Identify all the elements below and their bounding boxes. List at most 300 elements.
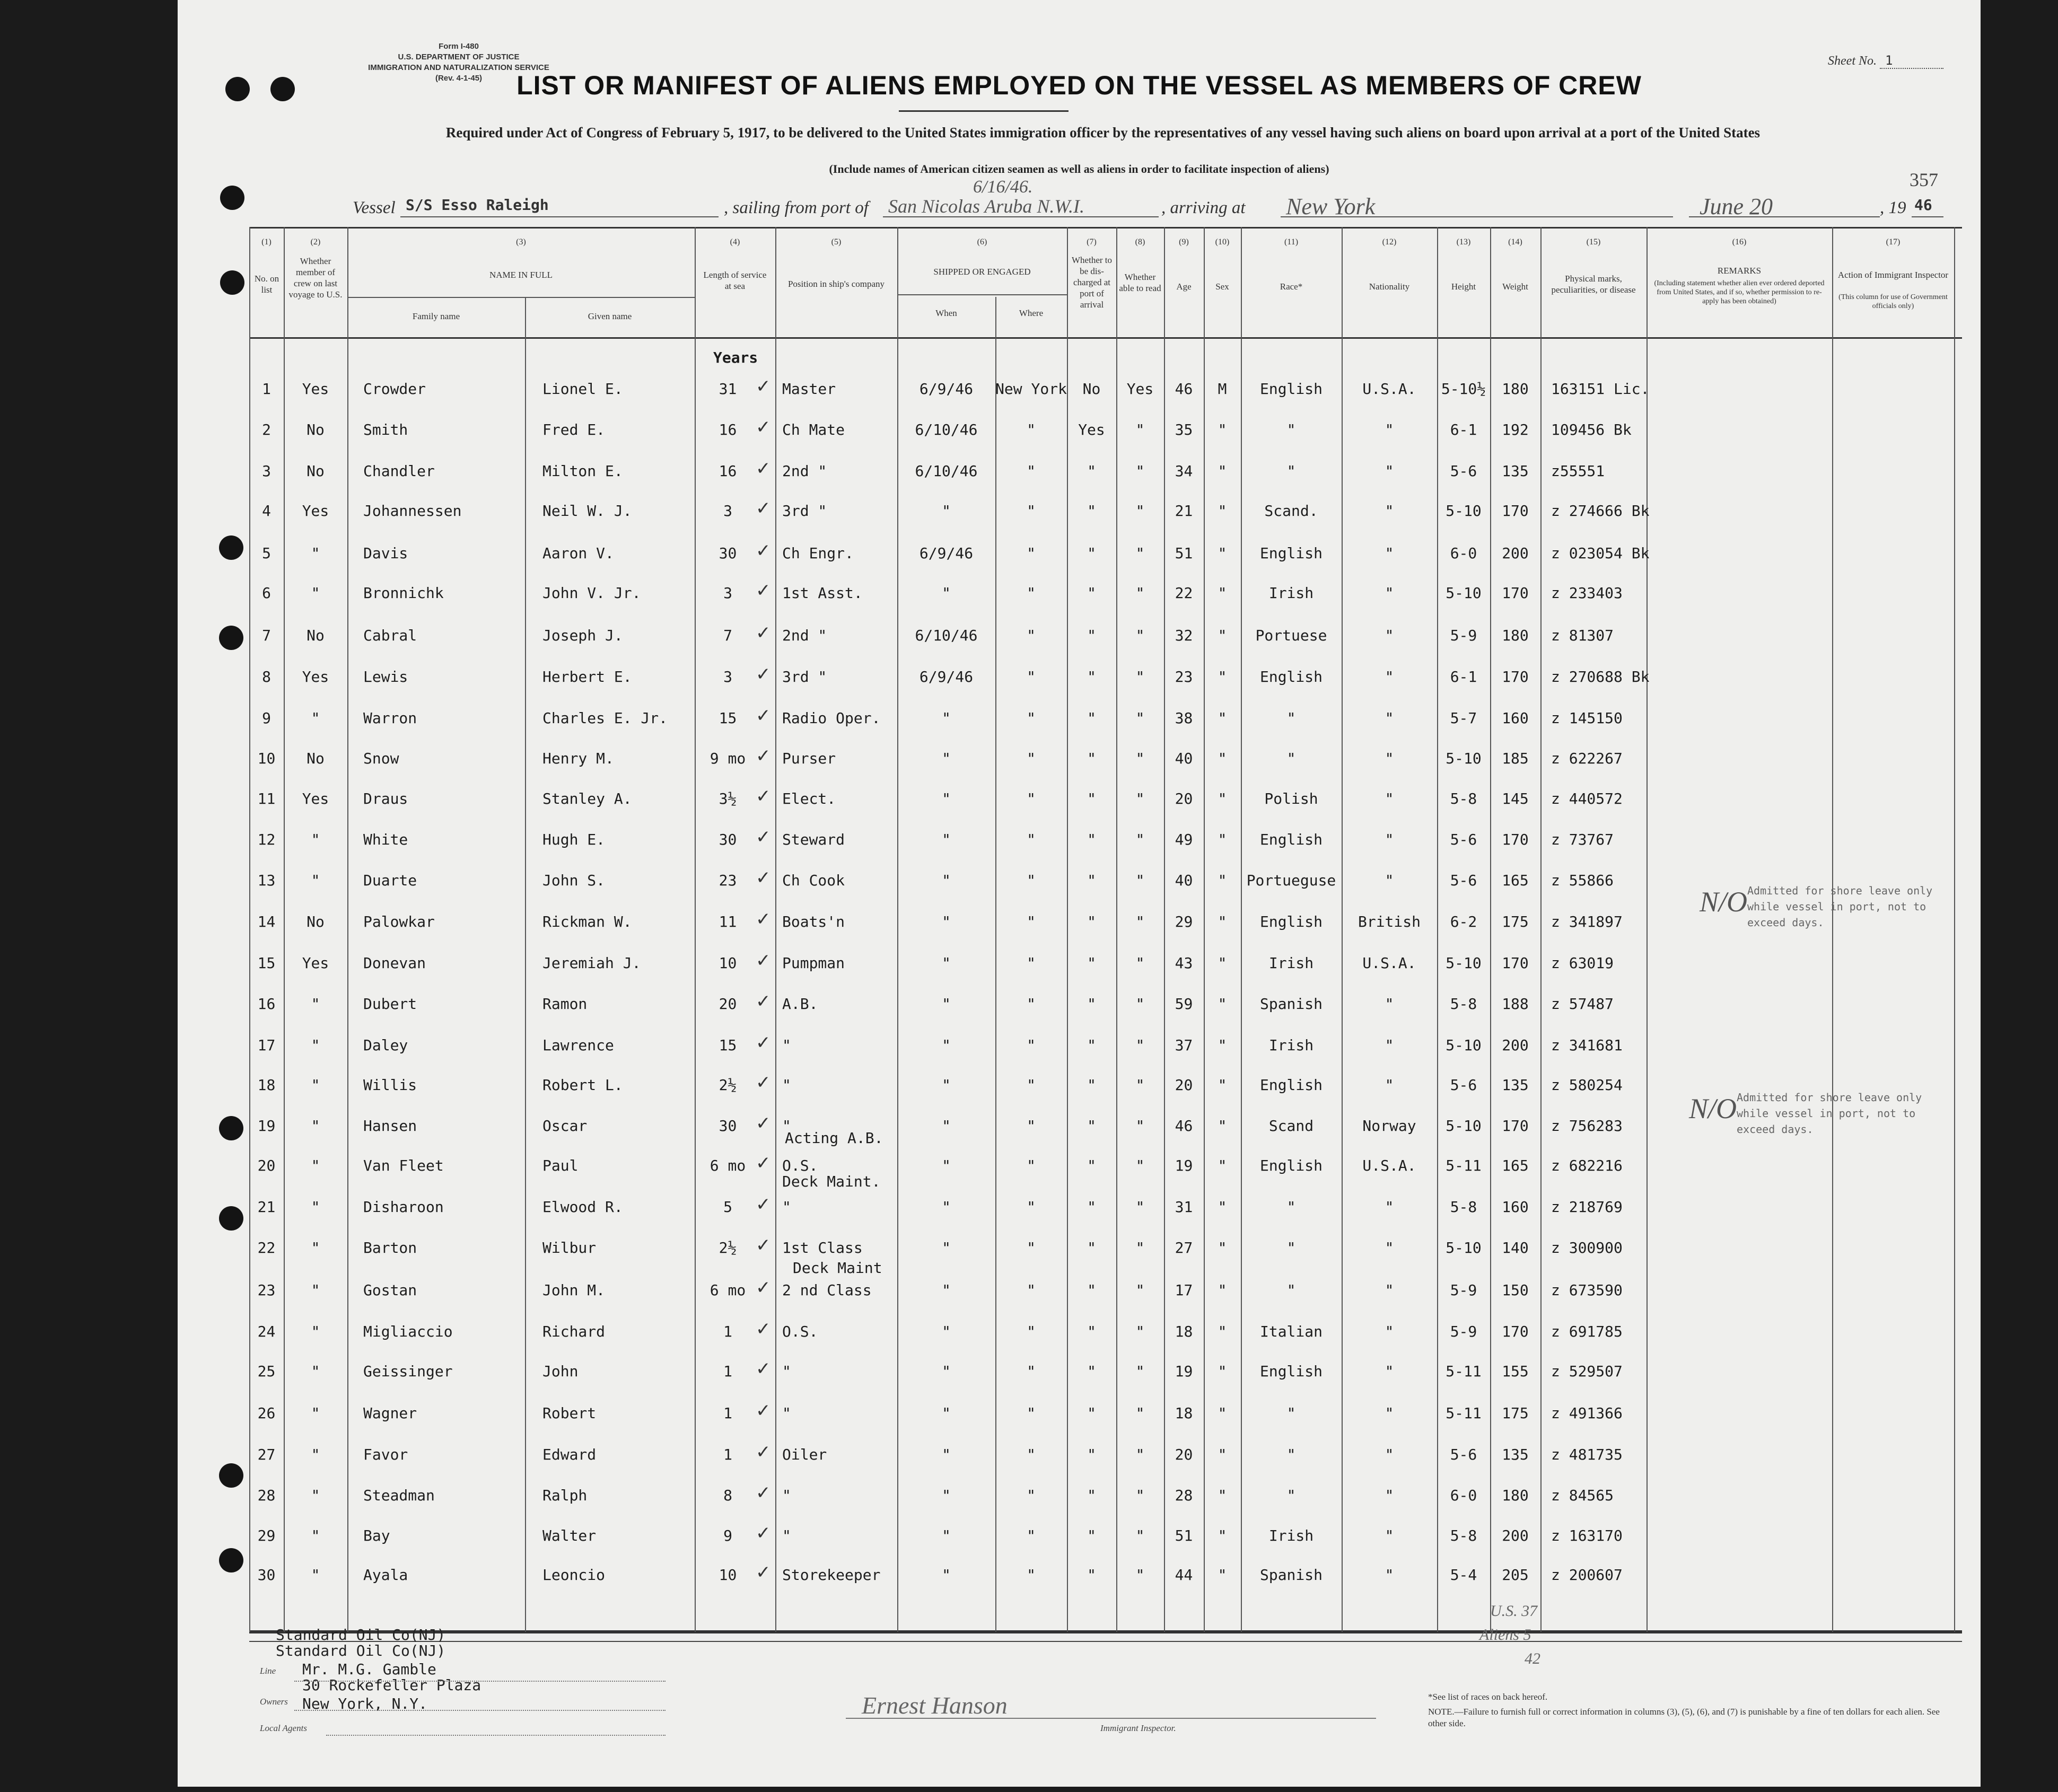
cell-no: 28 — [257, 1487, 276, 1504]
cell-sex: " — [1218, 750, 1227, 767]
cell-service: 30 — [719, 544, 737, 562]
cell-member: " — [311, 1566, 320, 1584]
cell-when: " — [942, 1566, 951, 1584]
cell-age: 19 — [1175, 1157, 1193, 1174]
cell-race: Irish — [1268, 954, 1314, 972]
cell-given: Ramon — [542, 995, 588, 1013]
cell-age: 18 — [1175, 1323, 1193, 1340]
footer-line-4: 30 Rockefeller Plaza — [302, 1676, 481, 1694]
cell-weight: 175 — [1502, 913, 1529, 930]
cell-member: Yes — [302, 380, 329, 398]
cell-marks: z 57487 — [1551, 995, 1614, 1013]
cell-given: Edward — [542, 1446, 597, 1463]
cell-height: 6-0 — [1450, 544, 1477, 562]
cell-sex: " — [1218, 1527, 1227, 1544]
cell-where: " — [1027, 1566, 1036, 1584]
cell-given: Wilbur — [542, 1239, 597, 1257]
cell-when: " — [942, 1404, 951, 1422]
footer-owners-label: Owners — [260, 1697, 288, 1707]
cell-marks: z 163170 — [1551, 1527, 1623, 1544]
cell-read: " — [1135, 790, 1145, 807]
cell-nationality: " — [1385, 709, 1394, 727]
cell-position: A.B. — [782, 995, 818, 1013]
cell-family: Dubert — [363, 995, 417, 1013]
cell-when: 6/9/46 — [919, 668, 974, 686]
cell-service: 6 mo — [710, 1157, 746, 1174]
cell-no: 24 — [257, 1323, 276, 1340]
cell-no: 10 — [257, 750, 276, 767]
cell-sex: M — [1218, 380, 1227, 398]
cell-member: " — [311, 1527, 320, 1544]
cell-read: " — [1135, 1566, 1145, 1584]
cell-discharged: " — [1087, 627, 1096, 644]
cell-no: 6 — [262, 584, 271, 602]
cell-family: Daley — [363, 1036, 408, 1054]
cell-service: 2½ — [719, 1076, 737, 1094]
header-action-note: (This column for use of Government officials only) — [1838, 293, 1948, 310]
cell-race: Scand. — [1264, 502, 1318, 520]
cell-nationality: " — [1385, 421, 1394, 438]
cell-marks: z 440572 — [1551, 790, 1623, 807]
check-mark-icon: ✓ — [756, 909, 771, 930]
cell-sex: " — [1218, 1157, 1227, 1174]
cell-member: " — [311, 1117, 320, 1135]
cell-marks: 163151 Lic. — [1551, 380, 1650, 398]
cell-height: 6-0 — [1450, 1487, 1477, 1504]
cell-when: " — [942, 1446, 951, 1463]
cell-when: " — [942, 1239, 951, 1257]
cell-marks: z 81307 — [1551, 627, 1614, 644]
header-weight: Weight — [1502, 282, 1528, 292]
cell-when: " — [942, 954, 951, 972]
cell-position: 3rd " — [782, 502, 827, 520]
cell-position: 2nd " — [782, 627, 827, 644]
cell-race: Spanish — [1259, 995, 1323, 1013]
cell-member: No — [306, 750, 325, 767]
cell-service: 15 — [719, 1036, 737, 1054]
cell-family: Warron — [363, 709, 417, 727]
cell-age: 20 — [1175, 1076, 1193, 1094]
header-age: Age — [1176, 282, 1192, 292]
cell-position: Purser — [782, 750, 836, 767]
cell-family: Cabral — [363, 627, 417, 644]
inspector-label: Immigrant Inspector. — [1100, 1723, 1176, 1733]
cell-weight: 205 — [1502, 1566, 1529, 1584]
cell-service: 23 — [719, 872, 737, 889]
check-mark-icon: ✓ — [756, 498, 771, 519]
table-top-rule — [249, 227, 1962, 229]
cell-position: Master — [782, 380, 836, 398]
cell-sex: " — [1218, 1487, 1227, 1504]
header-remarks: REMARKS — [1717, 266, 1762, 276]
cell-where: " — [1027, 872, 1036, 889]
punch-hole — [219, 1463, 243, 1488]
cell-age: 49 — [1175, 831, 1193, 848]
cell-sex: " — [1218, 954, 1227, 972]
check-mark-icon: ✓ — [756, 1319, 771, 1340]
cell-discharged: " — [1087, 1281, 1096, 1299]
cell-where: " — [1027, 1239, 1036, 1257]
cell-height: 5-9 — [1450, 1281, 1477, 1299]
cell-where: " — [1027, 709, 1036, 727]
cell-sex: " — [1218, 1404, 1227, 1422]
cell-when: " — [942, 913, 951, 930]
cell-race: Irish — [1268, 1527, 1314, 1544]
cell-when: " — [942, 831, 951, 848]
years-label: Years — [713, 349, 758, 366]
cell-no: 27 — [257, 1446, 276, 1463]
cell-when: " — [942, 1527, 951, 1544]
cell-weight: 180 — [1502, 627, 1529, 644]
cell-nationality: " — [1385, 1446, 1394, 1463]
cell-where: " — [1027, 584, 1036, 602]
cell-discharged: Yes — [1078, 421, 1105, 438]
cell-when: " — [942, 1198, 951, 1216]
cell-sex: " — [1218, 584, 1227, 602]
punch-hole — [219, 1548, 243, 1573]
cell-height: 5-9 — [1450, 1323, 1477, 1340]
cell-read: " — [1135, 1036, 1145, 1054]
year-prefix: , 19 — [1880, 198, 1906, 217]
cell-member: " — [311, 1076, 320, 1094]
cell-family: Van Fleet — [363, 1157, 444, 1174]
cell-race: Polish — [1264, 790, 1318, 807]
cell-sex: " — [1218, 872, 1227, 889]
cell-race: Scand — [1268, 1117, 1314, 1135]
cell-nationality: " — [1385, 544, 1394, 562]
cell-race: English — [1259, 1076, 1323, 1094]
cell-when: 6/10/46 — [915, 627, 978, 644]
cell-member: No — [306, 462, 325, 480]
check-mark-icon: ✓ — [756, 1400, 771, 1421]
cell-read: " — [1135, 1527, 1145, 1544]
cell-service: 3 — [723, 584, 732, 602]
punch-hole — [220, 270, 244, 295]
cell-member: No — [306, 421, 325, 438]
cell-when: " — [942, 872, 951, 889]
cell-where: " — [1027, 750, 1036, 767]
cell-weight: 185 — [1502, 750, 1529, 767]
cell-no: 20 — [257, 1157, 276, 1174]
cell-sex: " — [1218, 1198, 1227, 1216]
cell-member: " — [311, 584, 320, 602]
cell-position: " — [782, 1198, 791, 1216]
col-num-4: (4) — [730, 238, 740, 247]
cell-weight: 180 — [1502, 1487, 1529, 1504]
cell-member: Yes — [302, 790, 329, 807]
cell-position: " — [782, 1404, 791, 1422]
check-mark-icon: ✓ — [756, 1113, 771, 1134]
cell-when: " — [942, 1076, 951, 1094]
cell-discharged: " — [1087, 1363, 1096, 1380]
cell-weight: 160 — [1502, 1198, 1529, 1216]
manifest-sheet — [178, 0, 1981, 1787]
cell-service: 10 — [719, 954, 737, 972]
cell-given: Milton E. — [542, 462, 623, 480]
cell-weight: 150 — [1502, 1281, 1529, 1299]
page-title: LIST OR MANIFEST OF ALIENS EMPLOYED ON THE VESSEL AS MEMBERS OF CREW — [516, 71, 1642, 100]
cell-nationality: " — [1385, 462, 1394, 480]
cell-no: 22 — [257, 1239, 276, 1257]
cell-when: " — [942, 502, 951, 520]
cell-marks: z 73767 — [1551, 831, 1614, 848]
cell-family: Johannessen — [363, 502, 462, 520]
cell-when: " — [942, 750, 951, 767]
cell-discharged: " — [1087, 872, 1096, 889]
cell-member: " — [311, 995, 320, 1013]
cell-read: " — [1135, 913, 1145, 930]
cell-race: English — [1259, 380, 1323, 398]
cell-race: " — [1286, 1487, 1296, 1504]
cell-marks: z 023054 Bk — [1551, 544, 1650, 562]
cell-given: Leoncio — [542, 1566, 606, 1584]
col-num-16: (16) — [1732, 238, 1747, 247]
cell-age: 44 — [1175, 1566, 1193, 1584]
header-length-service: Length of service at sea — [703, 270, 767, 291]
arrival-year: 46 — [1914, 196, 1932, 214]
cell-service: 30 — [719, 831, 737, 848]
cell-no: 14 — [257, 913, 276, 930]
cell-family: Crowder — [363, 380, 426, 398]
cell-service: 31 — [719, 380, 737, 398]
cell-height: 5-11 — [1446, 1404, 1482, 1422]
cell-position: O.S. — [782, 1157, 818, 1174]
cell-no: 29 — [257, 1527, 276, 1544]
check-mark-icon: ✓ — [756, 950, 771, 971]
cell-read: " — [1135, 1117, 1145, 1135]
cell-where: " — [1027, 1404, 1036, 1422]
cell-family: Hansen — [363, 1117, 417, 1135]
cell-height: 5-6 — [1450, 831, 1477, 848]
cell-position: 2nd " — [782, 462, 827, 480]
cell-height: 5-8 — [1450, 1527, 1477, 1544]
cell-marks: z 491366 — [1551, 1404, 1623, 1422]
cell-member: " — [311, 1281, 320, 1299]
cell-marks: 109456 Bk — [1551, 421, 1632, 438]
cell-member: " — [311, 1239, 320, 1257]
check-mark-icon: ✓ — [756, 580, 771, 601]
cell-marks: z 622267 — [1551, 750, 1623, 767]
cell-marks: z 84565 — [1551, 1487, 1614, 1504]
cell-nationality: " — [1385, 1487, 1394, 1504]
footer-line-label: Line — [260, 1666, 276, 1676]
cell-read: " — [1135, 544, 1145, 562]
cell-member: " — [311, 544, 320, 562]
header-no-on-list: No. on list — [254, 274, 279, 295]
tally-us: U.S. 37 — [1490, 1602, 1538, 1620]
header-nationality: Nationality — [1369, 282, 1410, 292]
cell-position: 3rd " — [782, 668, 827, 686]
header-discharged: Whether to be dis-charged at port of arrival — [1072, 255, 1112, 310]
cell-height: 5-7 — [1450, 709, 1477, 727]
cell-weight: 170 — [1502, 1323, 1529, 1340]
cell-race: " — [1286, 709, 1296, 727]
cell-where: " — [1027, 627, 1036, 644]
table-bottom-rule-2 — [249, 1641, 1962, 1642]
cell-sex: " — [1218, 790, 1227, 807]
stamp-number: 357 — [1910, 169, 1938, 190]
cell-family: Disharoon — [363, 1198, 444, 1216]
cell-sex: " — [1218, 502, 1227, 520]
cell-age: 18 — [1175, 1404, 1193, 1422]
cell-service: 3 — [723, 502, 732, 520]
check-mark-icon: ✓ — [756, 1277, 771, 1298]
cell-given: Walter — [542, 1527, 597, 1544]
cell-position: Pumpman — [782, 954, 845, 972]
check-mark-icon: ✓ — [756, 991, 771, 1012]
cell-family: Geissinger — [363, 1363, 453, 1380]
check-mark-icon: ✓ — [756, 540, 771, 561]
cell-race: " — [1286, 462, 1296, 480]
cell-no: 15 — [257, 954, 276, 972]
cell-sex: " — [1218, 831, 1227, 848]
cell-weight: 165 — [1502, 872, 1529, 889]
cell-weight: 188 — [1502, 995, 1529, 1013]
cell-weight: 192 — [1502, 421, 1529, 438]
cell-when: " — [942, 1323, 951, 1340]
cell-given: John M. — [542, 1281, 606, 1299]
cell-discharged: " — [1087, 1566, 1096, 1584]
cell-given: Robert — [542, 1404, 597, 1422]
cell-read: " — [1135, 1446, 1145, 1463]
cell-service: 5 — [723, 1198, 732, 1216]
races-note: *See list of races on back hereof. — [1428, 1692, 1548, 1702]
cell-nationality: " — [1385, 1036, 1394, 1054]
cell-when: " — [942, 1117, 951, 1135]
cell-read: " — [1135, 1157, 1145, 1174]
cell-given: Lawrence — [542, 1036, 614, 1054]
cell-sex: " — [1218, 1566, 1227, 1584]
cell-nationality: " — [1385, 750, 1394, 767]
cell-position: O.S. — [782, 1323, 818, 1340]
cell-marks: z 63019 — [1551, 954, 1614, 972]
cell-family: Snow — [363, 750, 399, 767]
cell-when: 6/9/46 — [919, 380, 974, 398]
cell-read: " — [1135, 1281, 1145, 1299]
cell-sex: " — [1218, 1239, 1227, 1257]
cell-read: " — [1135, 954, 1145, 972]
cell-position: Storekeeper — [782, 1566, 881, 1584]
cell-discharged: " — [1087, 1239, 1096, 1257]
cell-weight: 180 — [1502, 380, 1529, 398]
cell-height: 5-6 — [1450, 872, 1477, 889]
vessel-label: Vessel — [353, 198, 396, 217]
remarks-stamp-line: while vessel in port, not to — [1747, 900, 1926, 913]
remarks-stamp-line: Admitted for shore leave only — [1737, 1091, 1922, 1104]
cell-nationality: " — [1385, 502, 1394, 520]
cell-race: Italian — [1259, 1323, 1323, 1340]
cell-height: 5-6 — [1450, 1446, 1477, 1463]
cell-height: 5-4 — [1450, 1566, 1477, 1584]
remarks-stamp-line: while vessel in port, not to — [1737, 1107, 1916, 1120]
col-num-15: (15) — [1586, 238, 1601, 247]
cell-family: Bronnichk — [363, 584, 444, 602]
check-mark-icon: ✓ — [756, 1153, 771, 1174]
form-number: Form I-480 — [439, 42, 479, 51]
cell-height: 5-10 — [1446, 954, 1482, 972]
check-mark-icon: ✓ — [756, 1523, 771, 1544]
cell-service: 1 — [723, 1446, 732, 1463]
subtitle: Required under Act of Congress of February 5, 1917, to be delivered to the United States immigration officer by the representatives of any vessel having such aliens on board upon arrival at a port of the United States — [445, 125, 1761, 140]
cell-family: Duarte — [363, 872, 417, 889]
cell-sex: " — [1218, 421, 1227, 438]
cell-service: 16 — [719, 462, 737, 480]
cell-discharged: " — [1087, 1446, 1096, 1463]
cell-member: " — [311, 709, 320, 727]
cell-nationality: British — [1358, 913, 1421, 930]
cell-discharged: " — [1087, 750, 1096, 767]
cell-read: " — [1135, 1198, 1145, 1216]
header-family-name: Family name — [412, 311, 460, 321]
cell-family: Smith — [363, 421, 408, 438]
name-subheader-rule — [347, 297, 695, 298]
cell-age: 31 — [1175, 1198, 1193, 1216]
cell-nationality: " — [1385, 627, 1394, 644]
cell-height: 5-8 — [1450, 790, 1477, 807]
cell-height: 5-10 — [1446, 1117, 1482, 1135]
cell-nationality: " — [1385, 872, 1394, 889]
col-num-10: (10) — [1215, 238, 1230, 247]
cell-discharged: " — [1087, 1323, 1096, 1340]
cell-age: 20 — [1175, 790, 1193, 807]
cell-weight: 170 — [1502, 502, 1529, 520]
check-mark-icon: ✓ — [756, 745, 771, 767]
cell-nationality: " — [1385, 584, 1394, 602]
cell-given: Paul — [542, 1157, 579, 1174]
cell-height: 5-10 — [1446, 750, 1482, 767]
cell-member: " — [311, 1487, 320, 1504]
cell-race: Portuese — [1255, 627, 1327, 644]
check-mark-icon: ✓ — [756, 417, 771, 438]
cell-no: 7 — [262, 627, 271, 644]
cell-given: John S. — [542, 872, 606, 889]
cell-family: Lewis — [363, 668, 408, 686]
cell-age: 38 — [1175, 709, 1193, 727]
cell-sex: " — [1218, 462, 1227, 480]
cell-discharged: " — [1087, 1198, 1096, 1216]
cell-member: " — [311, 1363, 320, 1380]
cell-nationality: " — [1385, 790, 1394, 807]
cell-member: " — [311, 831, 320, 848]
cell-age: 23 — [1175, 668, 1193, 686]
cell-sex: " — [1218, 544, 1227, 562]
check-mark-icon: ✓ — [756, 1562, 771, 1583]
cell-member: " — [311, 1198, 320, 1216]
cell-race: " — [1286, 1281, 1296, 1299]
col-num-9: (9) — [1179, 238, 1189, 247]
cell-no: 5 — [262, 544, 271, 562]
cell-given: Rickman W. — [542, 913, 632, 930]
footer-line-2: Standard Oil Co(NJ) — [276, 1642, 446, 1659]
cell-member: No — [306, 627, 325, 644]
header-physical: Physical marks, peculiarities, or disease — [1551, 274, 1636, 295]
cell-sex: " — [1218, 1076, 1227, 1094]
cell-nationality: " — [1385, 1323, 1394, 1340]
cell-sex: " — [1218, 668, 1227, 686]
cell-nationality: U.S.A. — [1362, 1157, 1416, 1174]
cell-age: 34 — [1175, 462, 1193, 480]
cell-marks: z 145150 — [1551, 709, 1623, 727]
col-num-13: (13) — [1456, 238, 1471, 247]
cell-no: 18 — [257, 1076, 276, 1094]
cell-when: " — [942, 1281, 951, 1299]
cell-height: 5-6 — [1450, 1076, 1477, 1094]
form-service: IMMIGRATION AND NATURALIZATION SERVICE — [368, 63, 549, 72]
cell-age: 59 — [1175, 995, 1193, 1013]
cell-race: English — [1259, 1157, 1323, 1174]
cell-marks: z 274666 Bk — [1551, 502, 1650, 520]
cell-position: " — [782, 1076, 791, 1094]
